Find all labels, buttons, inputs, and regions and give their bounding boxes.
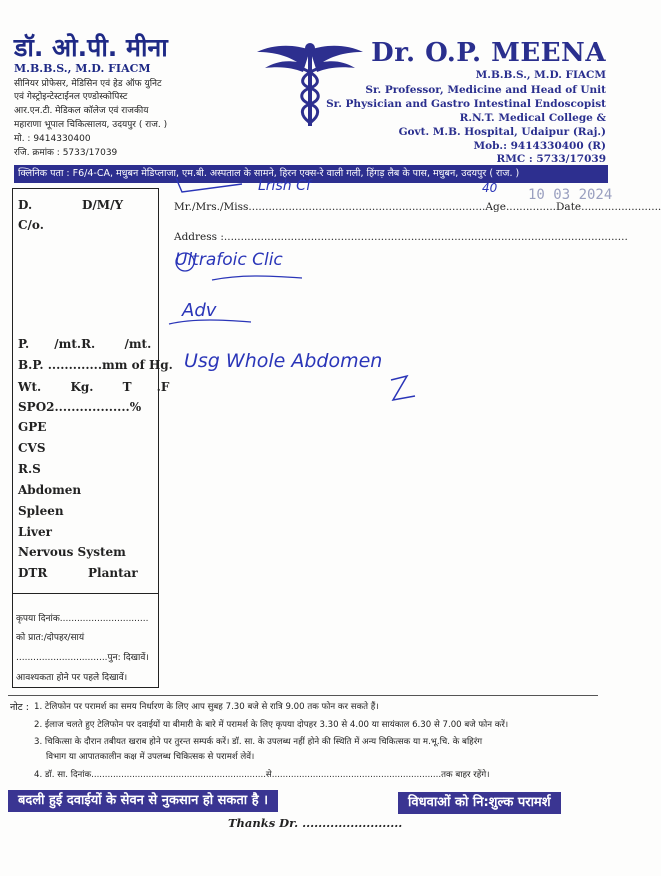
mobile-hindi: मो. : 9414330400	[14, 134, 91, 144]
bp-field: B.P. .............mm of Hg.	[18, 358, 173, 372]
designation-line-1: सीनियर प्रोफेसर, मेडिसिन एवं हेड ऑफ युनिट	[14, 79, 162, 89]
dtr-label: DTR	[18, 566, 48, 580]
rx-line-3: Usg Whole Abdomen	[184, 350, 383, 372]
rx-scribble-icon	[172, 246, 352, 290]
followup-earlier: आवश्यकता होने पर पहले दिखावें।	[16, 673, 128, 683]
date-label: Date	[556, 201, 582, 213]
designation-line-4: महाराणा भूपाल चिकित्सालय, उदयपुर ( राज. )	[14, 120, 168, 130]
note-1: 1. टेलिफोन पर परामर्श का समय निर्धारण के लिए आप सुबह 7.30 बजे से रात्रि 9.00 तक फोन कर सकते हैं।	[34, 702, 379, 712]
pulse-resp-field: P. /mt.R. /mt.	[18, 337, 152, 351]
spo2-field: SPO2..................%	[18, 400, 142, 414]
note-3: 3. चिकित्सा के दौरान तबीयत खराब होने पर तुरन्त सम्पर्क करें। डॉ. सा. के उपलब्ध नहीं होने की स्थिति में अन्य चिकित्सक या म.भू.चि. के बहिरंग	[34, 737, 483, 747]
notes-divider	[8, 695, 598, 696]
rx-line-2: Adv	[182, 300, 217, 321]
adv-underline-icon	[165, 316, 255, 330]
patient-name-label: Mr./Mrs./Miss	[174, 201, 249, 213]
name-scribble-icon	[172, 174, 252, 196]
free-consultation-badge: विधवाओं को नि:शुल्क परामर्श	[398, 792, 561, 814]
caduceus-icon	[255, 38, 365, 128]
hospital-en: Govt. M.B. Hospital, Udaipur (Raj.)	[398, 126, 606, 138]
notes-heading: नोट :	[10, 702, 29, 713]
liver-label: Liver	[18, 525, 52, 539]
weight-temp-field: Wt. Kg. T .F	[18, 380, 170, 394]
thanks-signature: Thanks Dr. .........................	[228, 816, 403, 830]
followup-revisit: ................................पुन: दिखावें।	[16, 653, 149, 663]
rx-line-1: Ultrafoic Clic	[175, 250, 283, 270]
address-label: Address :	[174, 231, 224, 243]
cvs-label: CVS	[18, 441, 46, 455]
designation-en-2: Sr. Physician and Gastro Intestinal Endoscopist	[326, 98, 606, 110]
note-2: 2. ईलाज चलते हुए टेलिफोन पर दवाईयों या बीमारी के बारे में परामर्श के लिए कृपया दोपहर 3.30 से 4.00 या सायंकाल 6.30 से 7.00 बजे फोन करें।	[34, 720, 509, 730]
spleen-label: Spleen	[18, 504, 64, 518]
note-3-continued: विभाग या आपातकालीन कक्ष में उपलब्ध चिकित्सक से परामर्श लेवें।	[46, 752, 255, 762]
co-label: C/o.	[18, 218, 44, 232]
address-row: Address :.........................................................................................................................	[174, 231, 628, 243]
college-en: R.N.T. Medical College &	[459, 112, 606, 124]
d-label: D.	[18, 198, 33, 212]
rmc-en: RMC : 5733/17039	[496, 153, 606, 165]
designation-line-3: आर.एन.टी. मेडिकल कॉलेज एवं राजकीय	[14, 106, 149, 116]
rx-mark-icon	[385, 372, 421, 406]
degrees-right: M.B.B.S., M.D. FIACM	[475, 69, 606, 81]
followup-divider	[12, 593, 159, 594]
followup-time: को प्रात:/दोपहर/सायं	[16, 633, 85, 643]
rs-label: R.S	[18, 462, 41, 476]
medicine-warning-badge: बदली हुई दवाईयों के सेवन से नुकसान हो सकता है ।	[8, 790, 278, 812]
abdomen-label: Abdomen	[18, 483, 82, 497]
dmy-label: D/M/Y	[82, 198, 124, 212]
patient-age-handwritten: 40	[482, 181, 498, 195]
gpe-label: GPE	[18, 420, 47, 434]
registration-hindi: रजि. क्रमांक : 5733/17039	[14, 148, 118, 158]
age-label: Age	[485, 201, 506, 213]
degrees-left: M.B.B.S., M.D. FIACM	[14, 62, 151, 75]
clinic-address-banner: क्लिनिक पता : F6/4-CA, मधुबन मेडिप्लाजा, एम.बी. अस्पताल के सामने, हिरन एक्स-रे वाली गली, हिंगड़ लैब के पास, मधुबन, उदयपुर ( राज. )	[14, 165, 608, 183]
designation-en-1: Sr. Professor, Medicine and Head of Unit	[365, 84, 606, 96]
patient-name-handwritten: Lrish Cf	[258, 178, 311, 194]
followup-date: कृपया दिनांक...............................	[16, 614, 149, 624]
note-4: 4. डॉ. सा. दिनांक................................................................से..............................................................तक बाहर रहेंगे।	[34, 770, 490, 780]
designation-line-2: एवं गेस्ट्रोइन्टेस्टाईनल एण्डोस्कोपिस्ट	[14, 92, 128, 102]
date-stamp: 10 03 2024	[528, 187, 613, 203]
patient-name-row: Mr./Mrs./Miss.......................................................................Age...............Date........................	[174, 201, 661, 213]
doctor-name-english: Dr. O.P. MEENA	[371, 38, 606, 68]
doctor-name-hindi: डॉ. ओ.पी. मीना	[14, 33, 168, 62]
nervous-system-label: Nervous System	[18, 545, 126, 559]
mobile-en: Mob.: 9414330400 (R)	[473, 140, 606, 152]
plantar-label: Plantar	[88, 566, 138, 580]
